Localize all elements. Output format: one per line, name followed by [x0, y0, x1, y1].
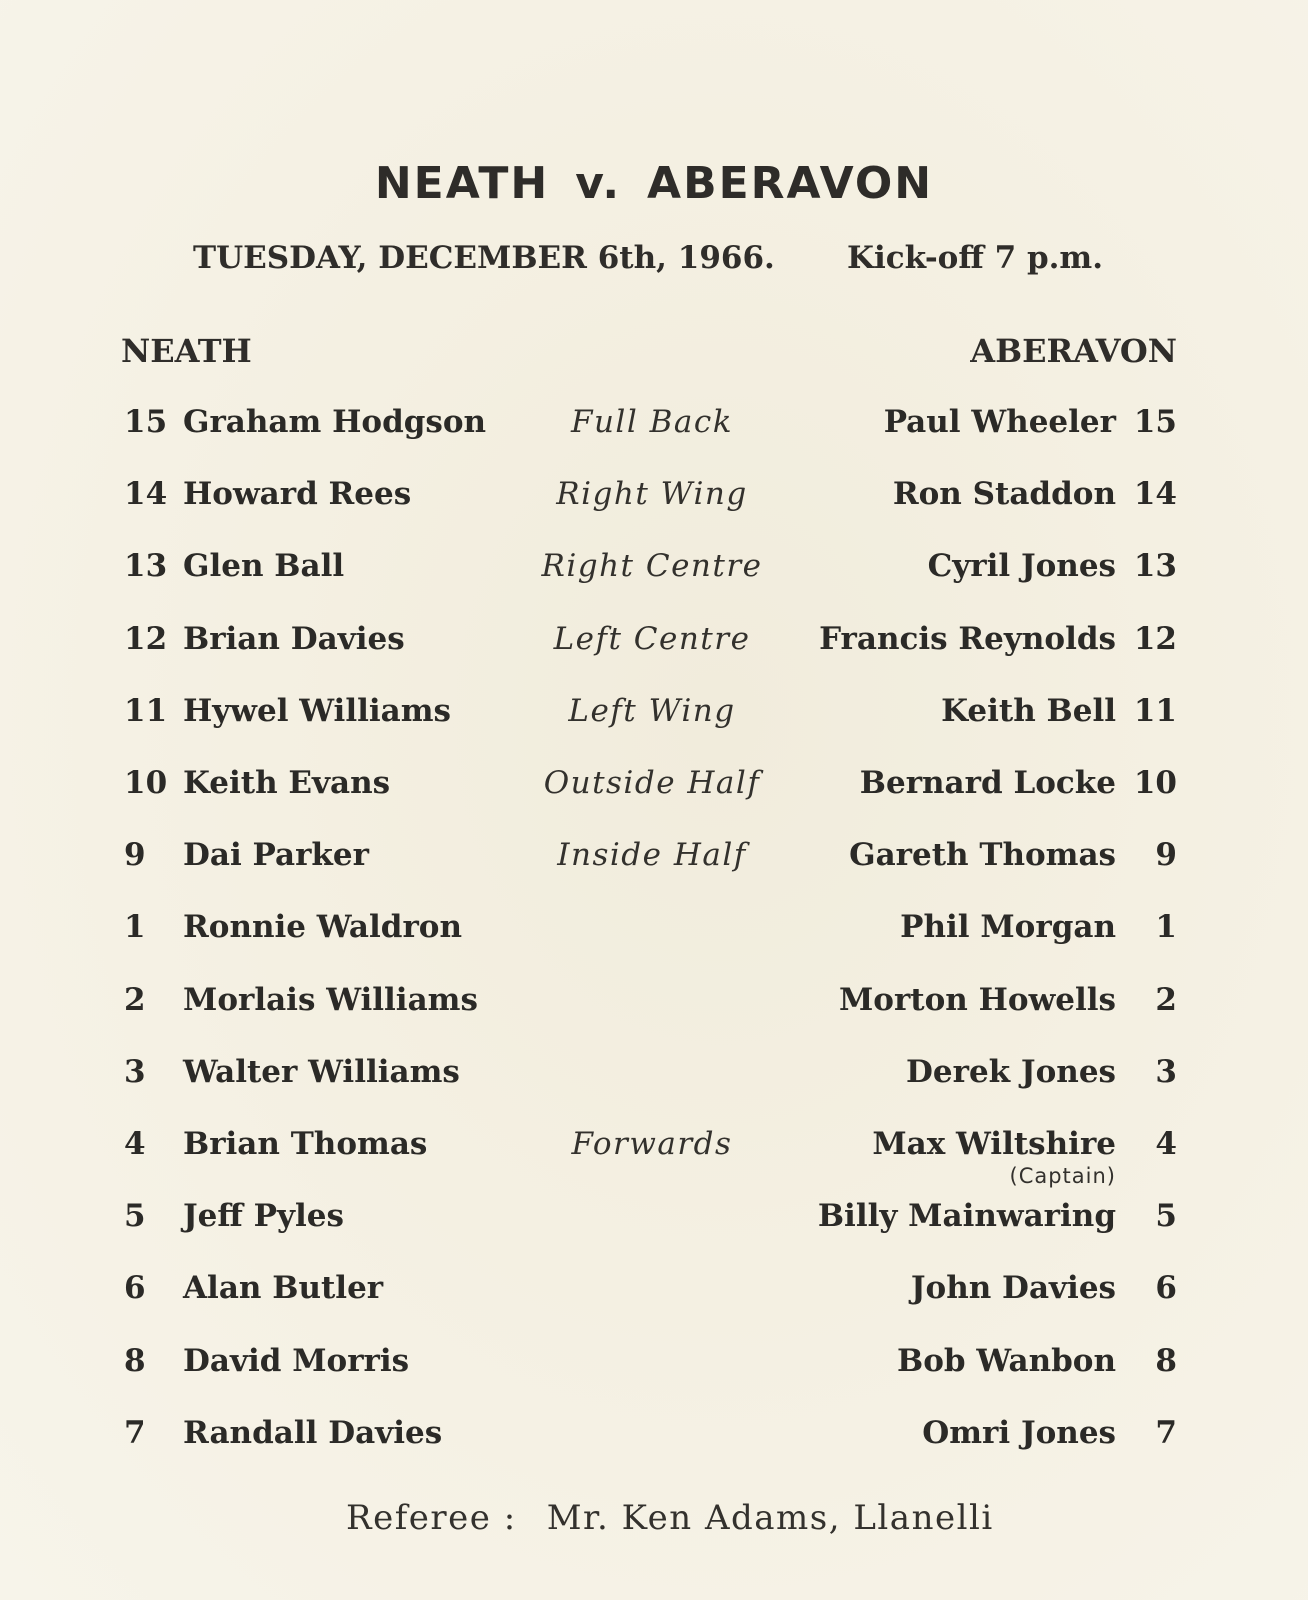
- away-player-name: Max Wiltshire: [872, 1126, 1116, 1162]
- match-date: TUESDAY, DECEMBER 6th, 1966.: [193, 240, 775, 276]
- lineup-row: [0, 1270, 1308, 1314]
- home-player-number: 2: [124, 982, 146, 1018]
- home-player-number: 3: [124, 1054, 146, 1090]
- home-player-number: 14: [124, 476, 168, 512]
- away-player-number: 10: [1133, 765, 1177, 801]
- home-player-number: 6: [124, 1270, 146, 1306]
- away-player-number: 1: [1155, 909, 1177, 945]
- position-label: Left Centre: [553, 621, 751, 657]
- away-player-name: Phil Morgan: [900, 909, 1116, 945]
- lineup-row: [0, 404, 1308, 448]
- home-player-number: 5: [124, 1198, 146, 1234]
- home-player-name: Dai Parker: [183, 837, 369, 873]
- home-player-number: 4: [124, 1126, 146, 1162]
- position-label: Right Centre: [541, 548, 763, 584]
- position-label: Inside Half: [557, 837, 747, 873]
- home-player-name: Jeff Pyles: [183, 1198, 344, 1234]
- home-player-number: 1: [124, 909, 146, 945]
- away-player-name: Bernard Locke: [859, 765, 1116, 801]
- position-label: Forwards: [571, 1126, 733, 1162]
- away-player-name: Gareth Thomas: [849, 837, 1116, 873]
- away-player-name: Omri Jones: [922, 1415, 1116, 1451]
- home-player-name: Walter Williams: [183, 1054, 460, 1090]
- date-line: [193, 240, 1108, 276]
- away-player-number: 6: [1155, 1270, 1177, 1306]
- lineup-row: [0, 476, 1308, 520]
- position-label: Full Back: [570, 404, 734, 440]
- away-player-number: 2: [1155, 982, 1177, 1018]
- home-player-name: Alan Butler: [183, 1270, 384, 1306]
- home-team-header: NEATH: [121, 332, 252, 370]
- home-player-name: Glen Ball: [183, 548, 345, 584]
- home-player-number: 11: [124, 693, 168, 729]
- away-player-name: Derek Jones: [906, 1054, 1116, 1090]
- away-player-name: Morton Howells: [838, 982, 1116, 1018]
- lineup-row: [0, 982, 1308, 1026]
- captain-note: (Captain): [1009, 1164, 1116, 1188]
- lineup-row: [0, 693, 1308, 737]
- lineup-row: [0, 548, 1308, 592]
- home-player-name: Randall Davies: [183, 1415, 443, 1451]
- home-team-title: NEATH: [374, 158, 550, 209]
- home-player-name: Hywel Williams: [183, 693, 451, 729]
- home-player-name: Graham Hodgson: [183, 404, 487, 440]
- position-label: Outside Half: [543, 765, 761, 801]
- away-team-header: ABERAVON: [970, 332, 1177, 370]
- home-player-number: 9: [124, 837, 146, 873]
- referee-label: Referee :: [346, 1498, 517, 1538]
- lineup-row: [0, 1198, 1308, 1242]
- away-player-name: Cyril Jones: [927, 548, 1116, 584]
- home-player-number: 15: [124, 404, 168, 440]
- versus-text: v.: [575, 158, 622, 209]
- match-title: [0, 158, 1308, 209]
- home-player-name: Keith Evans: [183, 765, 391, 801]
- away-player-name: John Davies: [910, 1270, 1116, 1306]
- home-player-number: 12: [124, 621, 168, 657]
- lineup-row: [0, 909, 1308, 953]
- lineup-row: [0, 1415, 1308, 1459]
- away-player-name: Francis Reynolds: [819, 621, 1116, 657]
- away-player-number: 3: [1155, 1054, 1177, 1090]
- away-player-name: Billy Mainwaring: [817, 1198, 1116, 1234]
- home-player-number: 13: [124, 548, 168, 584]
- home-player-name: Ronnie Waldron: [183, 909, 463, 945]
- home-player-number: 10: [124, 765, 168, 801]
- lineup-row: [0, 621, 1308, 665]
- away-player-number: 15: [1133, 404, 1177, 440]
- lineup-row: [0, 837, 1308, 881]
- away-team-title: ABERAVON: [647, 158, 934, 209]
- away-player-name: Ron Staddon: [892, 476, 1116, 512]
- home-player-name: Brian Thomas: [183, 1126, 428, 1162]
- away-player-number: 9: [1155, 837, 1177, 873]
- position-label: Right Wing: [556, 476, 748, 512]
- referee-line: [346, 1498, 994, 1538]
- home-player-name: David Morris: [183, 1343, 410, 1379]
- lineup-row: [0, 765, 1308, 809]
- lineup-row: [0, 1126, 1308, 1188]
- away-player-number: 14: [1133, 476, 1177, 512]
- away-player-name: Paul Wheeler: [883, 404, 1116, 440]
- away-player-number: 11: [1133, 693, 1177, 729]
- referee-name: Mr. Ken Adams, Llanelli: [546, 1498, 994, 1538]
- home-player-name: Howard Rees: [183, 476, 412, 512]
- kickoff-time: Kick-off 7 p.m.: [847, 240, 1104, 276]
- away-player-name: Bob Wanbon: [897, 1343, 1116, 1379]
- away-player-number: 13: [1133, 548, 1177, 584]
- away-player-number: 12: [1133, 621, 1177, 657]
- position-label: Left Wing: [568, 693, 736, 729]
- home-player-name: Morlais Williams: [183, 982, 478, 1018]
- away-player-number: 5: [1155, 1198, 1177, 1234]
- home-player-number: 8: [124, 1343, 146, 1379]
- home-player-number: 7: [124, 1415, 146, 1451]
- away-player-number: 8: [1155, 1343, 1177, 1379]
- away-player-number: 7: [1155, 1415, 1177, 1451]
- away-player-number: 4: [1155, 1126, 1177, 1162]
- lineup-row: [0, 1343, 1308, 1387]
- away-player-name: Keith Bell: [941, 693, 1116, 729]
- lineup-row: [0, 1054, 1308, 1098]
- home-player-name: Brian Davies: [183, 621, 405, 657]
